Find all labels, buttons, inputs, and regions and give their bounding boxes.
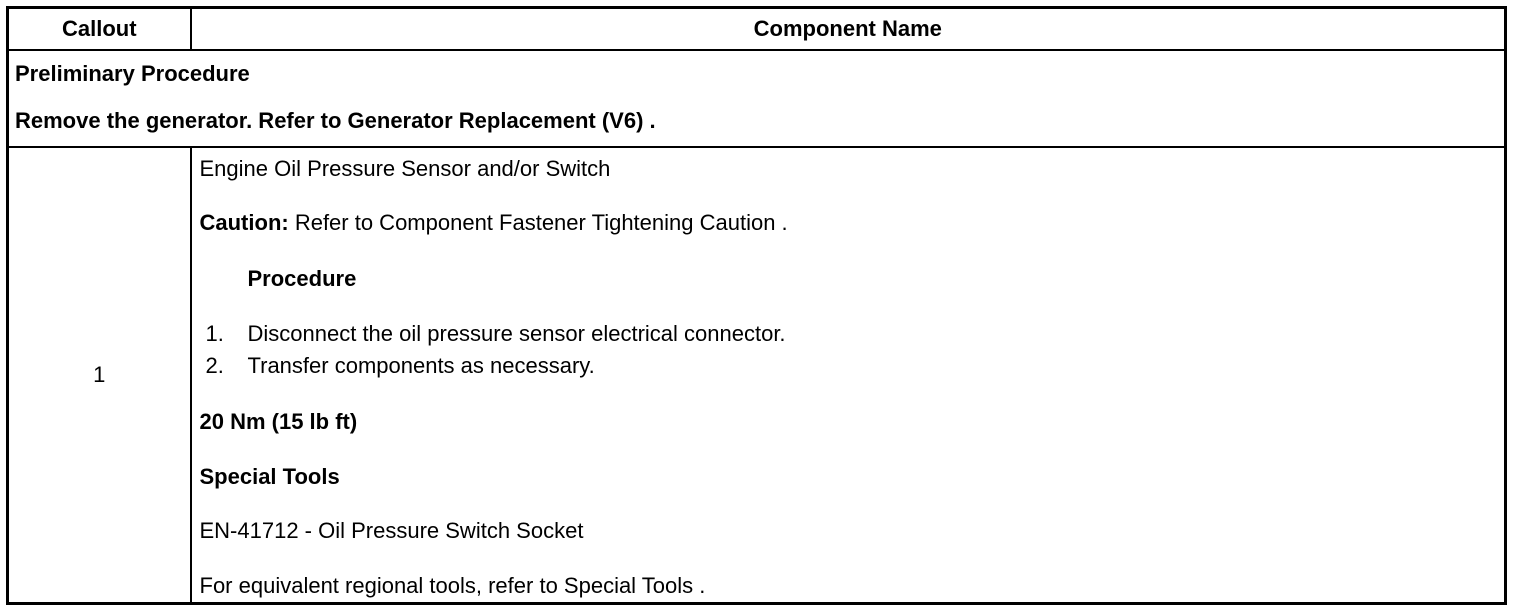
preliminary-row: [8, 50, 1506, 147]
caution-text: Refer to Component Fastener Tightening Caution .: [288, 210, 788, 235]
caution-label: Caution:: [199, 210, 289, 235]
component-cell: [191, 147, 1506, 604]
table-row: [8, 147, 1506, 604]
caution-line: [200, 210, 788, 236]
component-name-header: Component Name: [191, 8, 1506, 51]
procedure-title: Procedure: [247, 266, 357, 291]
header-row: [8, 8, 1506, 51]
equivalent-tools-note: For equivalent regional tools, refer to Special Tools .: [199, 573, 706, 598]
procedure-step-text: Transfer components as necessary.: [247, 353, 595, 378]
procedure-step-number: 2.: [205, 353, 224, 378]
callout-number: 1: [8, 147, 191, 604]
procedure-step-text: Disconnect the oil pressure sensor electrical connector.: [247, 321, 786, 346]
preliminary-procedure-step: Remove the generator. Refer to Generator Replacement (V6) .: [15, 108, 656, 133]
preliminary-procedure-title: Preliminary Procedure: [15, 61, 250, 86]
component-name: Engine Oil Pressure Sensor and/or Switch: [199, 156, 611, 181]
component-table: [6, 6, 1507, 605]
preliminary-cell: [8, 50, 1506, 147]
special-tools-title: Special Tools: [199, 464, 340, 489]
special-tool-item: EN-41712 - Oil Pressure Switch Socket: [199, 518, 584, 543]
torque-spec: 20 Nm (15 lb ft): [199, 409, 358, 434]
callout-header: Callout: [8, 8, 191, 51]
procedure-step-number: 1.: [205, 321, 224, 346]
